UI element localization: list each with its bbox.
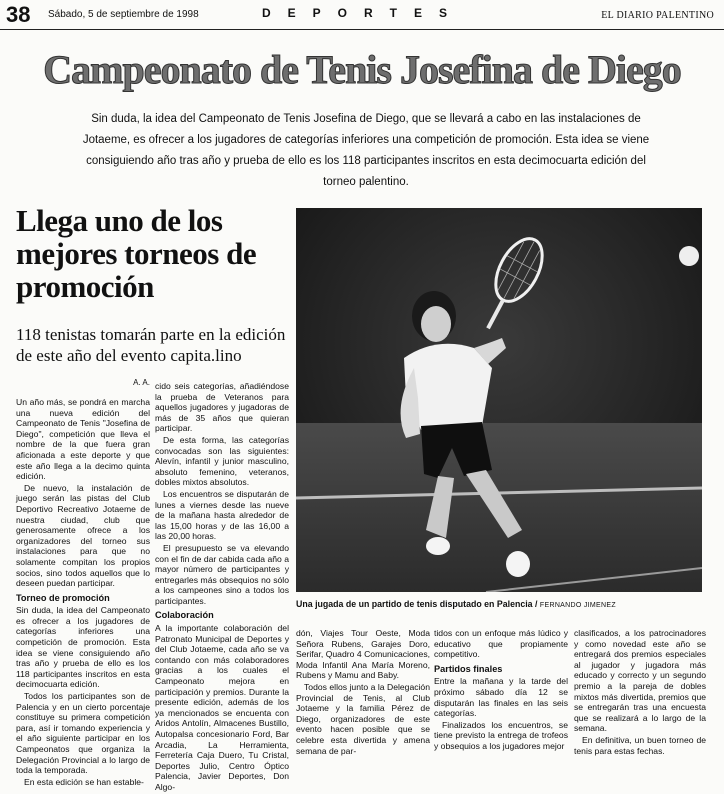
paragraph: En esta edición se han estable- bbox=[24, 776, 144, 787]
byline: A. A. bbox=[133, 378, 150, 387]
photo-caption bbox=[296, 599, 716, 609]
tennis-photo bbox=[296, 208, 702, 592]
paragraph: Todos los participantes son de Palencia y en un cierto porcentaje constituye su primera competición para, así ir tomando experiencia y el año siguiente participar en los Campeonatos que organiza la Delegación Provincial a lo largo de toda la temporada. bbox=[16, 691, 150, 776]
article-column-4 bbox=[434, 628, 568, 753]
subheading-colaboracion: Colaboración bbox=[155, 610, 214, 621]
paragraph: De nuevo, la instalación de juego serán las pistas del Club Deportivo Recreativo Jotaeme de nuestra ciudad, club que generosamente ofrece a los organizadores del torneo sus instalaciones para que no solamente compitan los propios socios, sino todos aquellos que lo deseen puedan participar. bbox=[16, 482, 150, 589]
article-column-3 bbox=[296, 628, 430, 757]
page-number: 38 bbox=[6, 2, 31, 27]
subheading-torneo: Torneo de promoción bbox=[16, 592, 110, 603]
photo-credit: FERNANDO JIMENEZ bbox=[539, 602, 616, 609]
paragraph: Sin duda, la idea del Campeonato es ofrecer a los jugadores de categorías inferiores una competición de promoción. Esta idea se viene consiguiendo año tras año y prueba de ello es los 118 participantes inscritos en esta decimocuarta edición. bbox=[16, 605, 150, 690]
paragraph: Entre la mañana y la tarde del próximo sábado día 12 se disputarán las finales en las seis categorías. bbox=[434, 676, 568, 719]
paragraph: El presupuesto se va elevando con el fin de dar cabida cada año a mayor número de participantes y entregarles más obsequios no sólo a los campeones sino a todos los participantes. bbox=[155, 542, 289, 606]
header-rule bbox=[0, 29, 724, 30]
paragraph: A la importante colaboración del Patronato Municipal de Deportes y del Club Jotaeme, cada año se va contando con más colaboradores gracias a los cuales el Campeonato mejora en participación y premios. Durante la presente edición, además de los ya mencionados se encuenta con Aridos Antolín, Almacenes Bustillo, Autopalsa concesionario Ford, Bar Arcadia, La Herramienta, Ferretería Caja Duero, Tu Cristal, Deportes Julio, Centro Óptico Palencia, Javier Deportes, Don Algo- bbox=[155, 623, 289, 792]
paragraph: Un año más, se pondrá en marcha una nueva edición del Campeonato de Tenis "Josefina de Diego", competición que lleva el nombre de la que fuera gran aficionada a este deporte y que este año llega a la decimo quinta edición. bbox=[16, 397, 150, 482]
article-column-2 bbox=[155, 381, 289, 794]
main-title: Campeonato de Tenis Josefina de Diego bbox=[43, 47, 681, 92]
article-column-1 bbox=[16, 397, 150, 788]
paragraph: cido seis categorías, añadiéndose la prueba de Veteranos para aquellos jugadores y jugadoras de más de 35 años que quieran participar. bbox=[155, 381, 289, 434]
paragraph: De esta forma, las categorías convocadas son las siguientes: Alevín, infantil y junior masculino, absoluto femenino, veteranos, dobles mixtos absolutos. bbox=[155, 434, 289, 488]
page-date: Sábado, 5 de septiembre de 1998 bbox=[48, 9, 199, 20]
intro-text: Sin duda, la idea del Campeonato de Tenis Josefina de Diego, que se llevará a cabo en las instalaciones de Jotaeme, es ofrecer a los jugadores de categorías inferiores una competición de promoción. Esta idea se viene consiguiendo año tras año y prueba de ello es los 118 participantes inscritos en esta decimocuarta edición del torneo palentino. bbox=[82, 113, 650, 188]
paragraph: tidos con un enfoque más lúdico y educativo que propiamente competitivo. bbox=[434, 628, 568, 660]
paragraph: Finalizados los encuentros, se tiene previsto la entrega de trofeos y obsequios a los jugadores mejor bbox=[434, 719, 568, 751]
paragraph: Todos ellos junto a la Delegación Provincial de Tenis, al Club Jotaeme y la familia Pérez de Diego, organizadores de este evento hacen posible que se celebre esta divertida y amena semana de par- bbox=[296, 681, 430, 756]
subheading-partidos-finales: Partidos finales bbox=[434, 663, 503, 674]
paragraph: dón, Viajes Tour Oeste, Moda Señora Rubens, Garajes Doro, Serifar, Quadro 4 Comunicaciones, Moda Infantil Ana María Moreno, Rubens y Mamu and Baby. bbox=[296, 628, 430, 681]
article-column-5 bbox=[574, 628, 706, 757]
article-headline: Llega uno de los mejores torneos de promoción bbox=[16, 203, 257, 304]
paragraph: Los encuentros se disputarán de lunes a viernes desde las nueve de la mañana hasta alrededor de las 15,00 horas y de las 16,00 a las 20,00 horas. bbox=[155, 488, 289, 542]
article-subhead: 118 tenistas tomarán parte en la edición de este año del evento capita.lino bbox=[16, 325, 286, 365]
newspaper-name: EL DIARIO PALENTINO bbox=[601, 10, 714, 21]
paragraph: clasificados, a los patrocinadores y como novedad este año se entregará dos premios especiales al jugador y jugadora más educado y correcto y un segundo premio a la pareja de dobles mixtos más divertida, premios que se entregarán tras una encuesta que se realizará a lo largo de la semana. bbox=[574, 628, 706, 734]
section-name: DEPORTES bbox=[262, 6, 465, 20]
caption-text: Una jugada de un partido de tenis disputado en Palencia / bbox=[296, 599, 538, 609]
paragraph: En definitiva, un buen torneo de tenis para estas fechas. bbox=[574, 734, 706, 756]
